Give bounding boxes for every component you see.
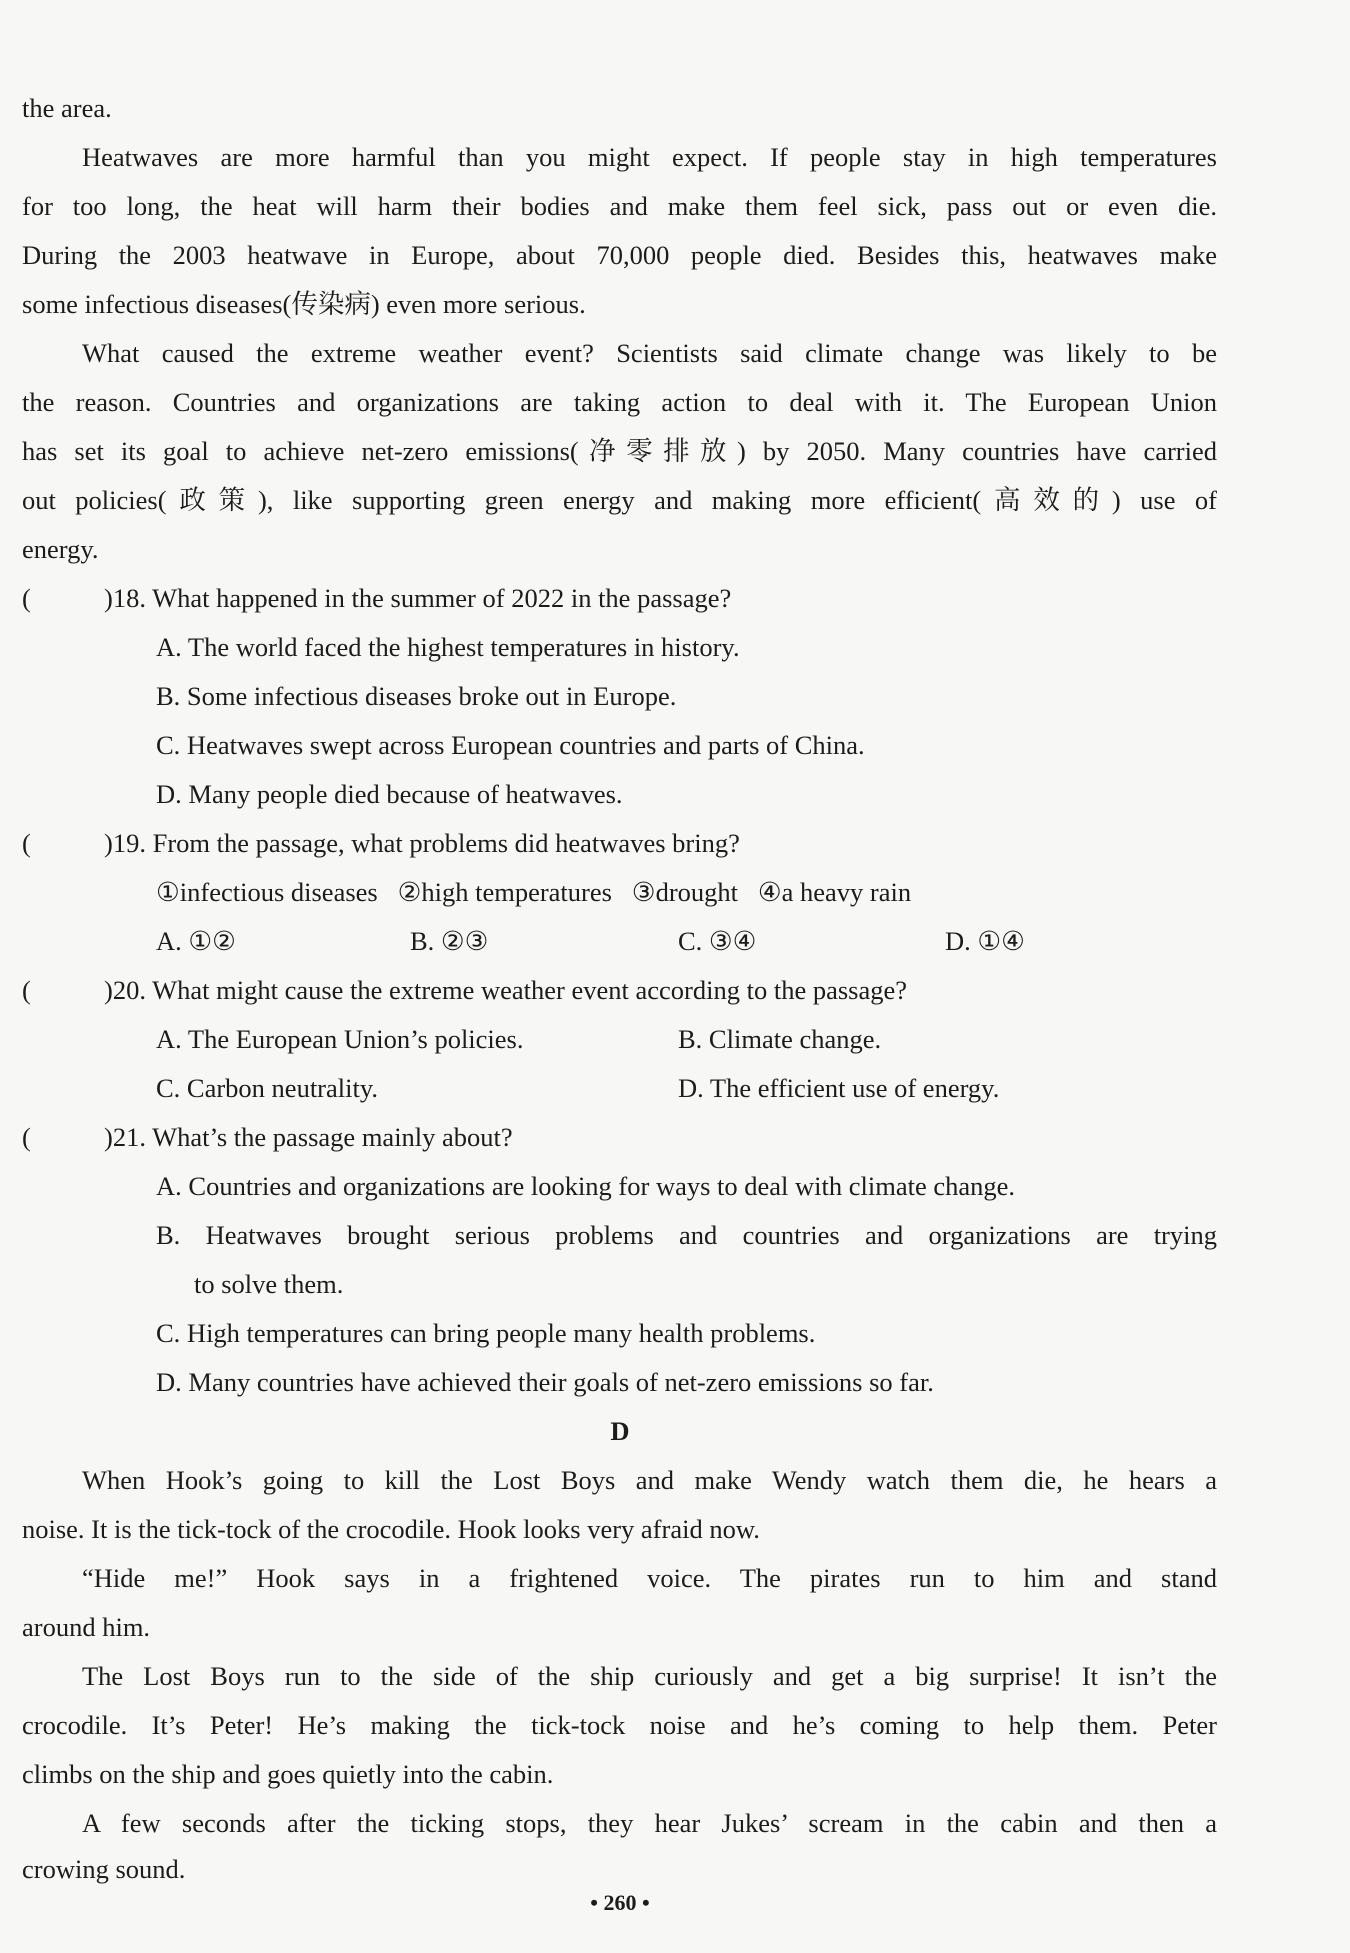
numbered-items: ①infectious diseases ②high temperatures ③drought ④a heavy rain [156,877,912,907]
passage-line: some infectious diseases(传染病) even more serious. [22,289,586,319]
answer-blank[interactable]: ( [22,583,31,613]
question-stem: )19. From the passage, what problems did heatwaves bring? [104,828,740,858]
option-d: D. Many countries have achieved their goals of net-zero emissions so far. [156,1367,934,1397]
option-c: C. Heatwaves swept across European countries and parts of China. [156,730,865,760]
question-18 [22,578,1217,618]
answer-blank[interactable]: ( [22,975,31,1005]
question-20 [22,970,1217,1010]
question-19 [22,823,1217,863]
option-c: C. Carbon neutrality. [156,1073,379,1103]
passage-line: What caused the extreme weather event? Scientists said climate change was likely to be [82,338,1217,368]
question-21 [22,1117,1217,1157]
passage-line: crowing sound. [22,1854,186,1884]
passage-line: for too long, the heat will harm their bodies and make them feel sick, pass out or even die. [22,191,1217,221]
option-d: D. The efficient use of energy. [678,1073,1000,1103]
passage-line: During the 2003 heatwave in Europe, about 70,000 people died. Besides this, heatwaves make [22,240,1217,270]
passage-line: the reason. Countries and organizations are taking action to deal with it. The European Union [22,387,1217,417]
option-b: B. ②③ [410,926,489,956]
passage-line: climbs on the ship and goes quietly into the cabin. [22,1759,554,1789]
answer-blank[interactable]: ( [22,1122,31,1152]
passage-line: A few seconds after the ticking stops, they hear Jukes’ scream in the cabin and then a [82,1808,1217,1838]
option-d: D. Many people died because of heatwaves. [156,779,623,809]
passage-line: noise. It is the tick-tock of the crocodile. Hook looks very afraid now. [22,1514,760,1544]
passage-line: The Lost Boys run to the side of the ship curiously and get a big surprise! It isn’t the [82,1661,1217,1691]
passage-line: “Hide me!” Hook says in a frightened voice. The pirates run to him and stand [82,1563,1217,1593]
passage-line: Heatwaves are more harmful than you might expect. If people stay in high temperatures [82,142,1217,172]
option-b: B. Climate change. [678,1024,882,1054]
option-d: D. ①④ [945,926,1025,956]
passage-line: the area. [22,93,112,123]
question-stem: )20. What might cause the extreme weather event according to the passage? [104,975,908,1005]
passage-line: When Hook’s going to kill the Lost Boys and make Wendy watch them die, he hears a [82,1465,1217,1495]
option-b: B. Heatwaves brought serious problems and countries and organizations are trying [156,1220,1217,1250]
passage-line: crocodile. It’s Peter! He’s making the tick-tock noise and he’s coming to help them. Peter [22,1710,1217,1740]
question-stem: )18. What happened in the summer of 2022 in the passage? [104,583,732,613]
option-a: A. The European Union’s policies. [156,1024,524,1054]
question-stem: )21. What’s the passage mainly about? [104,1122,513,1152]
passage-line: has set its goal to achieve net-zero emissions(净零排放) by 2050. Many countries have carried [22,436,1217,466]
option-b: B. Some infectious diseases broke out in Europe. [156,681,677,711]
page-number: • 260 • [590,1890,650,1915]
answer-blank[interactable]: ( [22,828,31,858]
option-b-continued: to solve them. [194,1269,344,1299]
section-heading: D [610,1416,630,1446]
option-c: C. High temperatures can bring people many health problems. [156,1318,816,1348]
option-a: A. Countries and organizations are looking for ways to deal with climate change. [156,1171,1016,1201]
passage-line: out policies(政策), like supporting green energy and making more efficient(高效的) use of [22,485,1217,515]
option-a: A. The world faced the highest temperatures in history. [156,632,740,662]
option-a: A. ①② [156,926,236,956]
option-c: C. ③④ [678,926,757,956]
passage-line: around him. [22,1612,151,1642]
passage-line: energy. [22,534,99,564]
